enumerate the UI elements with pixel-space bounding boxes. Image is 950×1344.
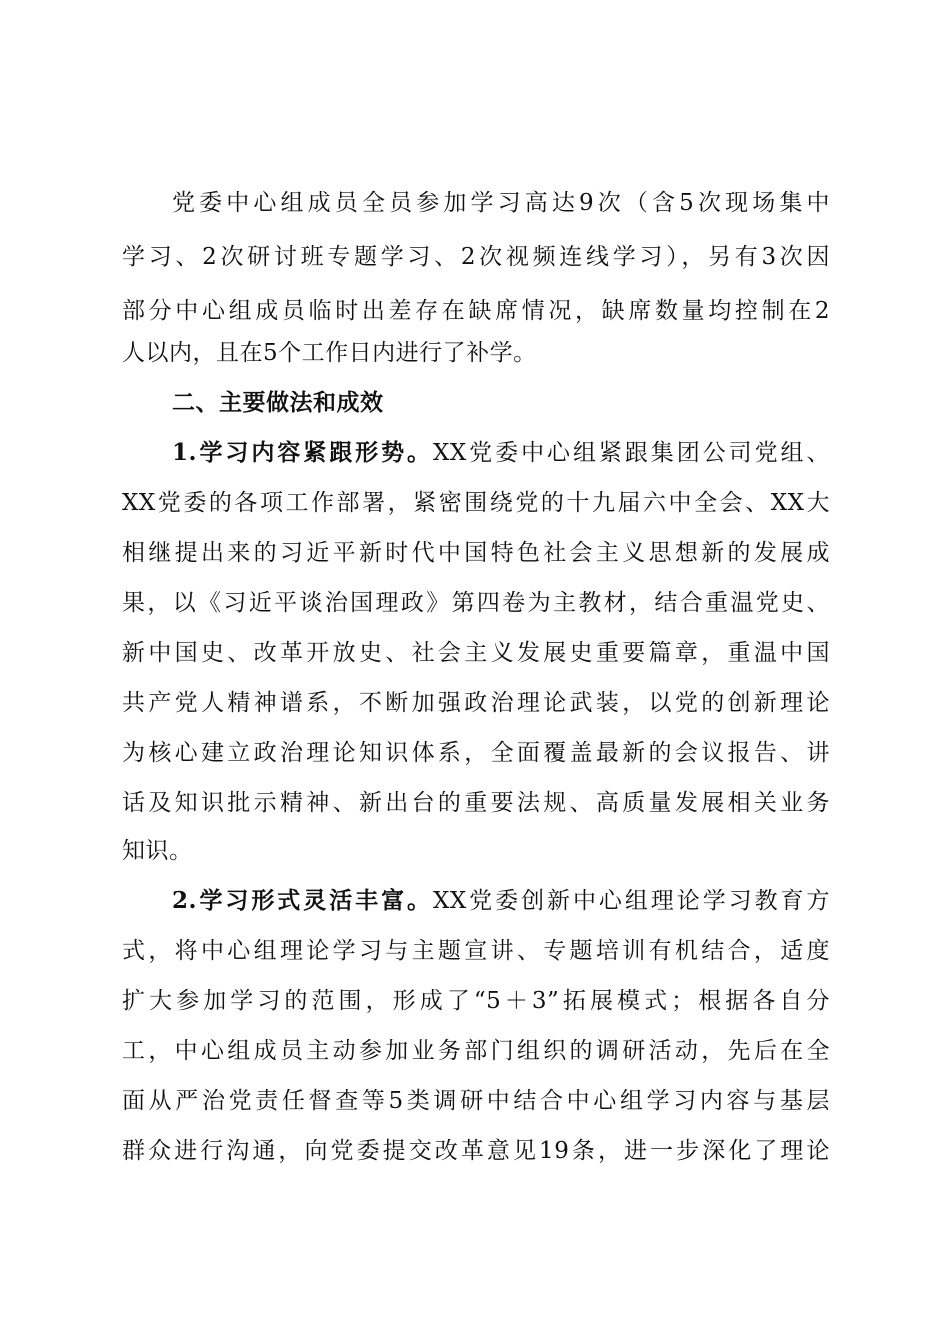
item1-line: 知识。 <box>122 838 193 864</box>
item1-first-line <box>172 438 830 468</box>
item2-line: 扩大参加学习的范围，形成了“5＋3”拓展模式；根据各自分 <box>122 988 830 1014</box>
item1-line: 新中国史、改革开放史、社会主义发展史重要篇章，重温中国 <box>122 640 830 666</box>
item2-line: 工，中心组成员主动参加业务部门组织的调研活动，先后在全 <box>122 1038 830 1064</box>
item2-line: XX党委创新中心组理论学习教育方 <box>432 888 830 914</box>
item1-title: 1.学习内容紧跟形势。 <box>172 439 433 466</box>
item1-line: 共产党人精神谱系，不断加强政治理论武装，以党的创新理论 <box>122 690 830 716</box>
item1-line: 话及知识批示精神、新出台的重要法规、高质量发展相关业务 <box>122 790 830 816</box>
item1-line: XX党委中心组紧跟集团公司党组、 <box>432 440 830 466</box>
item1-line: XX党委的各项工作部署，紧密围绕党的十九届六中全会、XX大 <box>122 490 830 516</box>
item2-line: 式，将中心组理论学习与主题宣讲、专题培训有机结合，适度 <box>122 938 830 964</box>
paragraph-line: 学习、2次研讨班专题学习、2次视频连线学习），另有3次因 <box>122 244 830 270</box>
paragraph-line: 部分中心组成员临时出差存在缺席情况，缺席数量均控制在2 <box>122 298 830 324</box>
item2-first-line <box>172 886 830 916</box>
paragraph-line: 人以内，且在5个工作日内进行了补学。 <box>122 340 537 366</box>
item2-title: 2.学习形式灵活丰富。 <box>172 887 433 914</box>
section-heading: 二、主要做法和成效 <box>172 390 384 416</box>
item1-line: 果，以《习近平谈治国理政》第四卷为主教材，结合重温党史、 <box>122 590 830 616</box>
item2-line: 群众进行沟通，向党委提交改革意见19条，进一步深化了理论 <box>122 1138 830 1164</box>
paragraph-line: 党委中心组成员全员参加学习高达9次（含5次现场集中 <box>172 190 830 216</box>
item1-line: 相继提出来的习近平新时代中国特色社会主义思想新的发展成 <box>122 540 830 566</box>
item1-line: 为核心建立政治理论知识体系，全面覆盖最新的会议报告、讲 <box>122 740 830 766</box>
item2-line: 面从严治党责任督查等5类调研中结合中心组学习内容与基层 <box>122 1088 830 1114</box>
